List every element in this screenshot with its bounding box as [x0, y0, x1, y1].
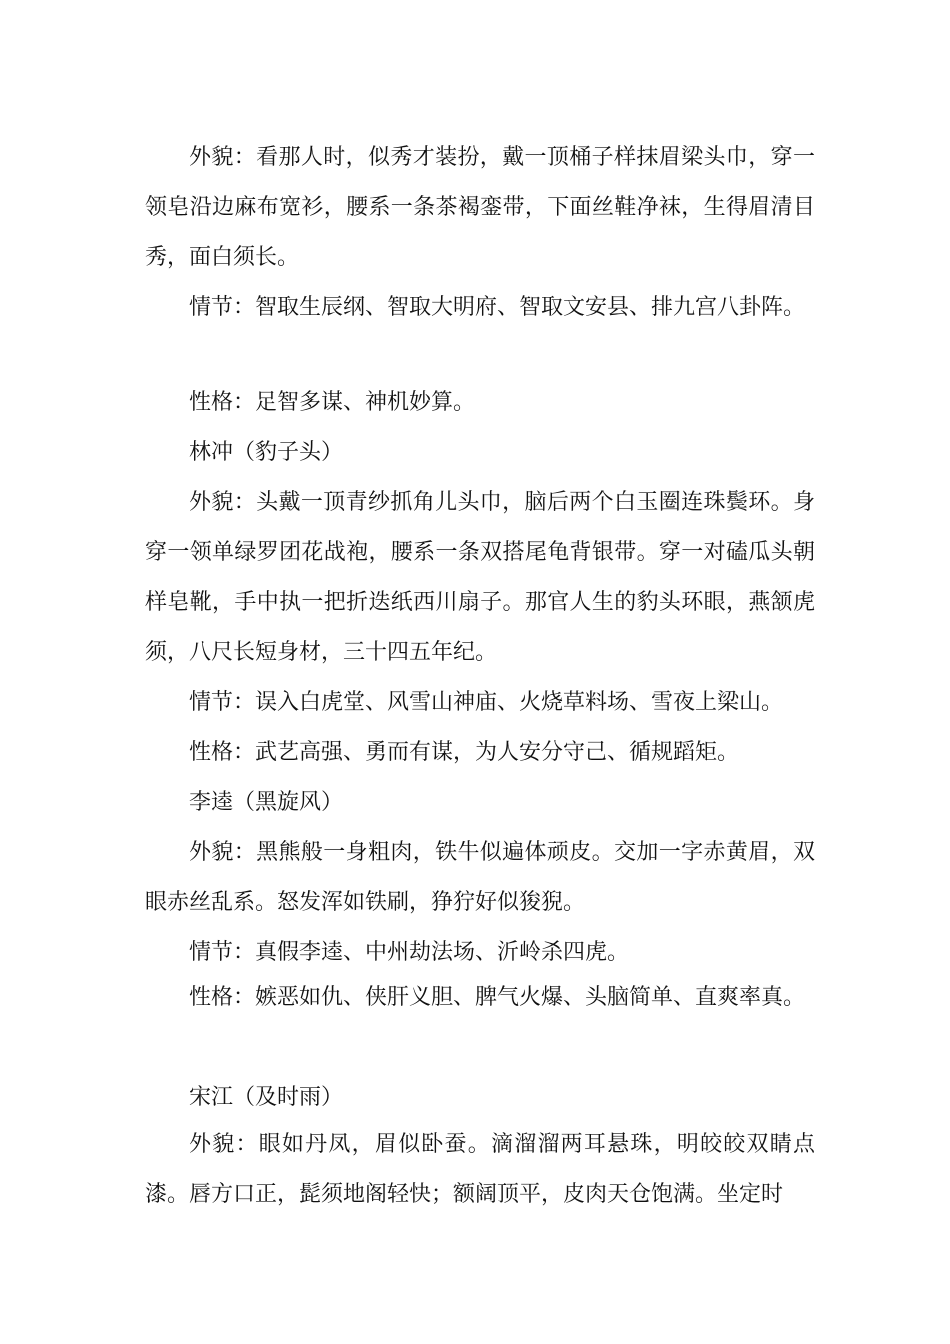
paragraph-appearance-song-jiang: 外貌：眼如丹凤，眉似卧蚕。滴溜溜两耳悬珠，明皎皎双睛点漆。唇方口正，髭须地阁轻快；额阔顶平，皮肉天仓饱满。坐定时 — [145, 1132, 815, 1207]
paragraph-plot-li-kui: 情节：真假李逵、中州劫法场、沂岭杀四虎。 — [189, 940, 630, 965]
paragraph-appearance-lin-chong: 外貌：头戴一顶青纱抓角儿头巾，脑后两个白玉圈连珠鬓环。身穿一领单绿罗团花战袍，腰系一条双搭尾龟背银带。穿一对磕瓜头朝样皂靴，手中执一把折迭纸西川扇子。那官人生的豹头环眼，燕颔虎须，八尺长短身材，三十四五年纪。 — [145, 490, 815, 665]
paragraph-plot-1: 情节：智取生辰纲、智取大明府、智取文安县、排九宫八卦阵。 — [189, 295, 806, 320]
paragraph-appearance-1: 外貌：看那人时，似秀才装扮，戴一顶桶子样抹眉梁头巾，穿一领皂沿边麻布宽衫，腰系一条茶褐銮带，下面丝鞋净袜，生得眉清目秀，面白须长。 — [145, 145, 815, 270]
heading-song-jiang: 宋江（及时雨） — [189, 1085, 344, 1110]
heading-lin-chong: 林冲（豹子头） — [189, 440, 344, 465]
heading-li-kui: 李逵（黑旋风） — [189, 790, 344, 815]
paragraph-personality-li-kui: 性格：嫉恶如仇、侠肝义胆、脾气火爆、头脑简单、直爽率真。 — [189, 985, 806, 1010]
paragraph-plot-lin-chong: 情节：误入白虎堂、风雪山神庙、火烧草料场、雪夜上梁山。 — [189, 690, 784, 715]
paragraph-personality-1: 性格：足智多谋、神机妙算。 — [189, 390, 476, 415]
paragraph-personality-lin-chong: 性格：武艺高强、勇而有谋，为人安分守己、循规蹈矩。 — [189, 740, 740, 765]
paragraph-appearance-li-kui: 外貌：黑熊般一身粗肉，铁牛似遍体顽皮。交加一字赤黄眉，双眼赤丝乱系。怒发浑如铁刷，狰狞好似狻猊。 — [145, 840, 815, 915]
